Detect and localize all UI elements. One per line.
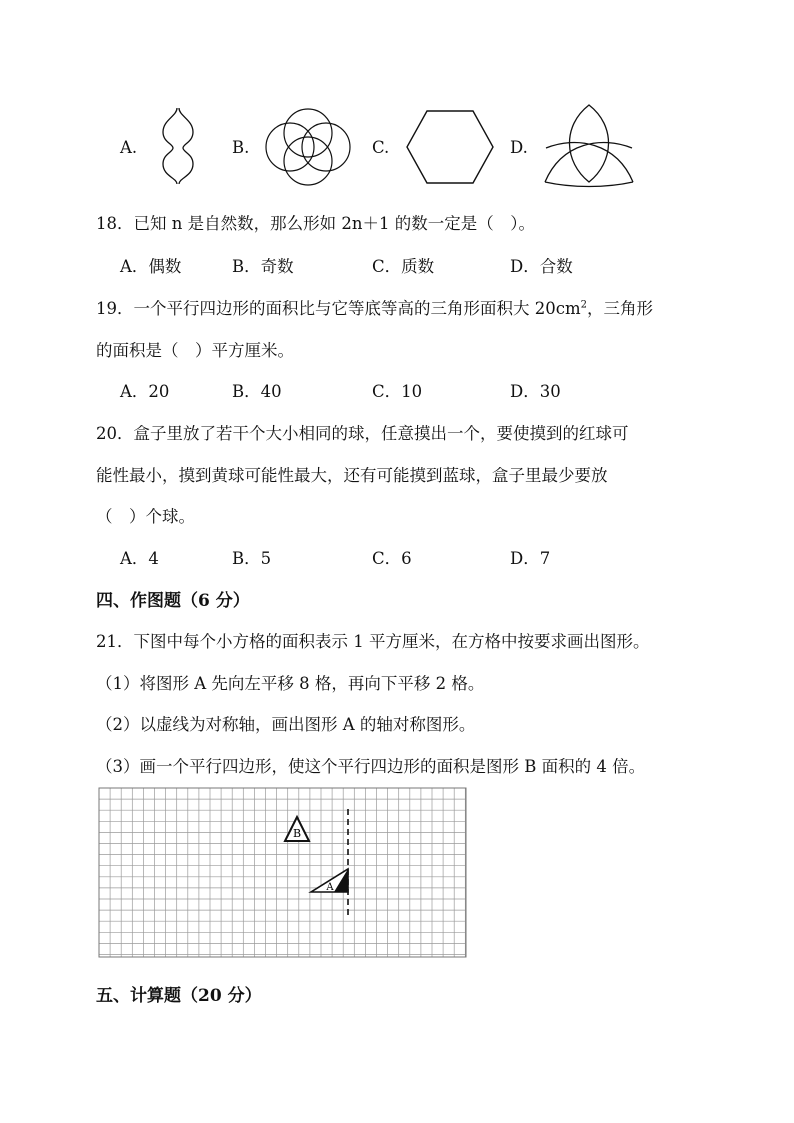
q19-option-b[interactable]: B．40 [232,382,282,401]
q19-option-c[interactable]: C．10 [372,382,423,401]
q18-option-a[interactable]: A．偶数 [120,257,182,276]
q21-grid[interactable] [98,787,468,959]
q20-option-b[interactable]: B．5 [232,549,272,568]
q19-stem-line2: 的面积是（ ）平方厘米。 [96,341,294,360]
figure-a-label: A [326,882,334,893]
overlapping-circles-icon [262,105,354,189]
q20-option-c[interactable]: C．6 [372,549,412,568]
q17-option-a-label: A. [120,138,138,157]
q20-option-d[interactable]: D．7 [510,549,551,568]
figure-b-label: B [292,827,302,840]
q21-part-3: （3）画一个平行四边形，使这个平行四边形的面积是图形 B 面积的 4 倍。 [96,757,646,776]
q18-option-c[interactable]: C．质数 [372,257,435,276]
q20-stem-line3: （ ）个球。 [96,507,195,526]
q20-stem-line2: 能性最小，摸到黄球可能性最大，还有可能摸到蓝球，盒子里最少要放 [96,466,608,485]
q21-part-2: （2）以虚线为对称轴，画出图形 A 的轴对称图形。 [96,715,476,734]
q19-stem-line1: 19．一个平行四边形的面积比与它等底等高的三角形面积大 $20cm^2$，三角形 [96,299,653,318]
q21-part-1: （1）将图形 A 先向左平移 8 格，再向下平移 2 格。 [96,674,485,693]
q17-option-d-label: D. [510,138,528,157]
q18-option-d[interactable]: D．合数 [510,257,573,276]
q20-option-a[interactable]: A．4 [120,549,159,568]
q19-option-a[interactable]: A．20 [120,382,170,401]
q18-stem: 18．已知 n 是自然数，那么形如 2n＋1 的数一定是（ ）。 [96,214,535,233]
vertical-wave-icon [155,106,205,186]
triquetra-icon [542,102,636,188]
section-four-title: 四、作图题（6 分） [96,591,250,611]
q21-stem: 21．下图中每个小方格的面积表示 1 平方厘米，在方格中按要求画出图形。 [96,632,650,651]
q17-option-b-label: B. [232,138,250,157]
grid-border [99,788,466,957]
q19-option-d[interactable]: D．30 [510,382,561,401]
q18-option-b[interactable]: B．奇数 [232,257,294,276]
grid-lines [99,788,466,957]
section-five-title: 五、计算题（20 分） [96,986,262,1006]
q17-option-c-label: C. [372,138,390,157]
q20-stem-line1: 20．盒子里放了若干个大小相同的球，任意摸出一个，要使摸到的红球可 [96,424,629,443]
hexagon-icon [405,108,495,186]
q19-superscript: 2 [580,299,587,311]
